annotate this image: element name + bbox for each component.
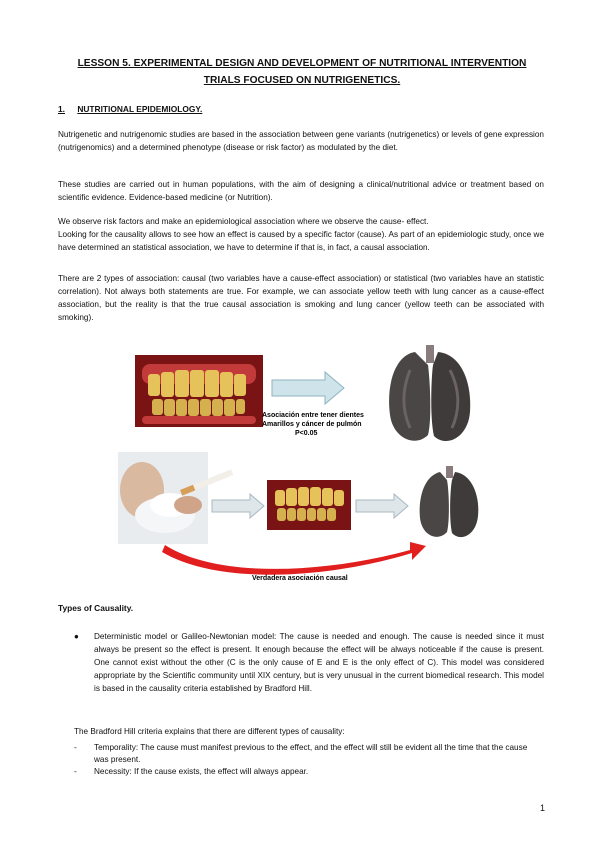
section-title: NUTRITIONAL EPIDEMIOLOGY. xyxy=(77,104,203,114)
causal-arrow-icon xyxy=(162,542,426,575)
caption-true-causal: Verdadera asociación causal xyxy=(252,575,348,582)
section-heading-nutritional-epidemiology xyxy=(58,104,202,114)
page-number: 1 xyxy=(539,803,545,813)
yellow-teeth-image xyxy=(135,355,263,427)
smoking-image xyxy=(118,452,233,544)
bullet-text: Deterministic model or Galileo-Newtonian model: The cause is needed and enough. The cause is needed since it must always be present so the effect is present. It enough because the effect will be always noticeable if the cause is present. One cannot exist without the other (C is the only cause of E and E is the only effect of C). This model was considered appropriate by the Scientific community until XIX century, but is very unusual in the current biomedical research. This model is based in the causality criteria established by Bradford Hill. xyxy=(94,632,544,693)
diseased-lungs-image xyxy=(389,345,470,441)
section-number: 1. xyxy=(58,104,65,114)
paragraph-4: Looking for the causality allows to see how an effect is caused by a specific factor (cause). As part of an epidemiologic study, once we have determined an statistical association, we have to determine if that is, in fact, a causal association. xyxy=(58,230,544,252)
dash-text: Necessity: If the cause exists, the effect will always appear. xyxy=(94,767,309,776)
dash-marker: - xyxy=(74,743,77,752)
paragraph-5: There are 2 types of association: causal (two variables have a cause-effect association) or statistical (two variables have an statistic correlation). Not always both statements are true. For example, we can associate yellow teeth with lung cancer as a cause-effect association, but the reality is that the true causal association is smoking and lung cancer (yellow teeth can be associated with smoking). xyxy=(58,274,544,322)
small-arrow-2-icon xyxy=(356,494,408,518)
diseased-lungs-small-image xyxy=(420,466,479,537)
caption-p-value: P<0.05 xyxy=(295,430,318,437)
lesson-title: LESSON 5. EXPERIMENTAL DESIGN AND DEVELOPMENT OF NUTRITIONAL INTERVENTION TRIALS FOCUSED ON NUTRIGENETICS. xyxy=(77,58,527,86)
caption-association-line2: Amarillos y cáncer de pulmón xyxy=(262,421,362,428)
paragraph-3: We observe risk factors and make an epidemiological association where we observe the cause- effect. xyxy=(58,217,429,226)
bullet-marker: ● xyxy=(74,632,79,641)
paragraph-2: These studies are carried out in human populations, with the aim of designing a clinical/nutritional advice or treatment based on scientific evidence. Evidence-based medicine (or Nutrition). xyxy=(58,180,544,202)
association-arrow-icon xyxy=(272,372,344,404)
yellow-teeth-small-image xyxy=(267,480,351,530)
caption-association-line1: Asociación entre tener dientes xyxy=(262,412,364,419)
dash-marker: - xyxy=(74,767,77,776)
paragraph-1: Nutrigenetic and nutrigenomic studies are based in the association between gene variants (nutrigenetics) or levels of gene expression (nutrigenomics) and a determined phenotype (disease or risk factor) as modulated by the diet. xyxy=(58,130,544,152)
bradford-hill-intro: The Bradford Hill criteria explains that there are different types of causality: xyxy=(74,727,345,736)
causality-figure xyxy=(110,340,490,590)
section-heading-types-of-causality: Types of Causality. xyxy=(58,603,134,613)
dash-text: Temporality: The cause must manifest previous to the effect, and the effect will still be evident all the time that the cause was present. xyxy=(94,743,528,764)
small-arrow-icon xyxy=(212,494,264,518)
